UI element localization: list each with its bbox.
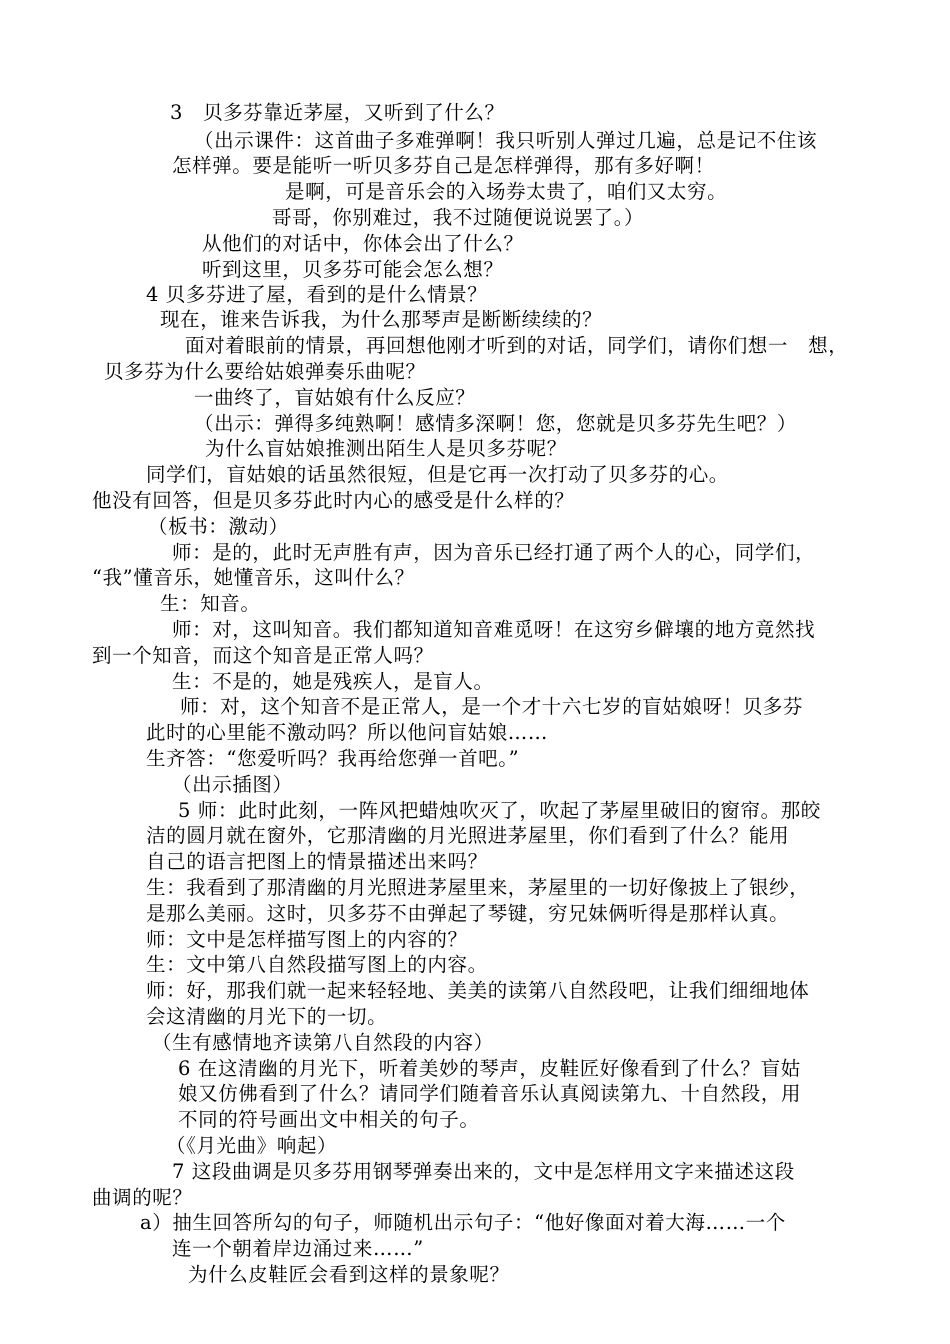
text-line: 从他们的对话中，你体会出了什么？ (202, 232, 524, 255)
text-line: （《月光曲》响起） (166, 1134, 338, 1157)
text-line: 哥哥，你别难过，我不过随便说说罢了。） (272, 206, 645, 229)
text-line: “我”懂音乐，她懂音乐，这叫什么？ (92, 566, 415, 589)
text-line: （板书：激动） (148, 515, 289, 538)
text-line: 曲调的呢？ (92, 1186, 193, 1209)
text-line: 生：我看到了那清幽的月光照进茅屋里来，茅屋里的一切好像披上了银纱， (146, 876, 810, 899)
text-line: 3 贝多芬靠近茅屋，又听到了什么？ (170, 101, 505, 124)
text-line: 生：知音。 (160, 592, 261, 615)
text-line: 为什么皮鞋匠会看到这样的景象呢？ (188, 1263, 510, 1286)
text-line: 不同的符号画出文中相关的句子。 (178, 1108, 480, 1131)
text-line: 自己的语言把图上的情景描述出来吗？ (146, 850, 488, 873)
text-line: 生齐答：“您爱听吗？我再给您弹一首吧。” (146, 747, 520, 770)
text-line: 同学们，盲姑娘的话虽然很短，但是它再一次打动了贝多芬的心。 (146, 463, 729, 486)
text-line: 娘又仿佛看到了什么？请同学们随着音乐认真阅读第九、十自然段，用 (178, 1082, 802, 1105)
text-line: 师：对，这个知音不是正常人，是一个才十六七岁的盲姑娘呀！贝多芬 (180, 695, 804, 718)
text-line: 会这清幽的月光下的一切。 (146, 1005, 388, 1028)
text-line: 听到这里，贝多芬可能会怎么想？ (202, 258, 504, 281)
text-line: 一曲终了，盲姑娘有什么反应？ (194, 386, 476, 409)
text-line: （生有感情地齐读第八自然段的内容） (152, 1031, 494, 1054)
text-line: （出示插图） (172, 773, 293, 796)
text-line: 为什么盲姑娘推测出陌生人是贝多芬呢？ (205, 437, 567, 460)
text-line: 师：好，那我们就一起来轻轻地、美美的读第八自然段吧，让我们细细地体 (146, 979, 810, 1002)
text-line: 现在，谁来告诉我，为什么那琴声是断断续续的？ (160, 308, 603, 331)
text-line: 怎样弹。要是能听一听贝多芬自己是怎样弹得，那有多好啊！ (172, 154, 715, 177)
text-line: 师：是的，此时无声胜有声，因为音乐已经打通了两个人的心，同学们， (172, 541, 816, 564)
text-line: 洁的圆月就在窗外，它那清幽的月光照进茅屋里，你们看到了什么？能用 (146, 824, 790, 847)
text-line: 6 在这清幽的月光下，听着美妙的琴声，皮鞋匠好像看到了什么？盲姑 (178, 1057, 801, 1080)
text-line: 连一个朝着岸边涌过来……” (172, 1237, 424, 1260)
text-line: 师：文中是怎样描写图上的内容的？ (146, 928, 468, 951)
text-line: 生：文中第八自然段描写图上的内容。 (146, 953, 488, 976)
text-line: 面对着眼前的情景，再回想他刚才听到的对话，同学们，请你们想一 想， (185, 334, 849, 357)
text-line: 师：对，这叫知音。我们都知道知音难觅呀！在这穷乡僻壤的地方竟然找 (172, 618, 816, 641)
text-line: 到一个知音，而这个知音是正常人吗？ (92, 644, 434, 667)
text-line: 此时的心里能不激动吗？所以他问盲姑娘…… (146, 721, 549, 744)
text-line: 他没有回答，但是贝多芬此时内心的感受是什么样的？ (92, 489, 575, 512)
text-line: a）抽生回答所勾的句子，师随机出示句子：“他好像面对着大海……一个 (140, 1211, 786, 1234)
text-line: 贝多芬为什么要给姑娘弹奏乐曲呢？ (104, 360, 426, 383)
text-line: （出示：弹得多纯熟啊！感情多深啊！您，您就是贝多芬先生吧？） (194, 412, 798, 435)
text-line: 是啊，可是音乐会的入场券太贵了，咱们又太穷。 (285, 180, 728, 203)
text-line: （出示课件：这首曲子多难弹啊！我只听别人弹过几遍，总是记不住该 (194, 129, 818, 152)
text-line: 是那么美丽。这时，贝多芬不由弹起了琴键，穷兄妹俩听得是那样认真。 (146, 902, 790, 925)
text-line: 5 师：此时此刻，一阵风把蜡烛吹灭了，吹起了茅屋里破旧的窗帘。那皎 (178, 799, 821, 822)
text-line: 生：不是的，她是残疾人，是盲人。 (172, 670, 494, 693)
text-line: 7 这段曲调是贝多芬用钢琴弹奏出来的，文中是怎样用文字来描述这段 (172, 1160, 795, 1183)
text-line: 4 贝多芬进了屋，看到的是什么情景？ (146, 283, 488, 306)
